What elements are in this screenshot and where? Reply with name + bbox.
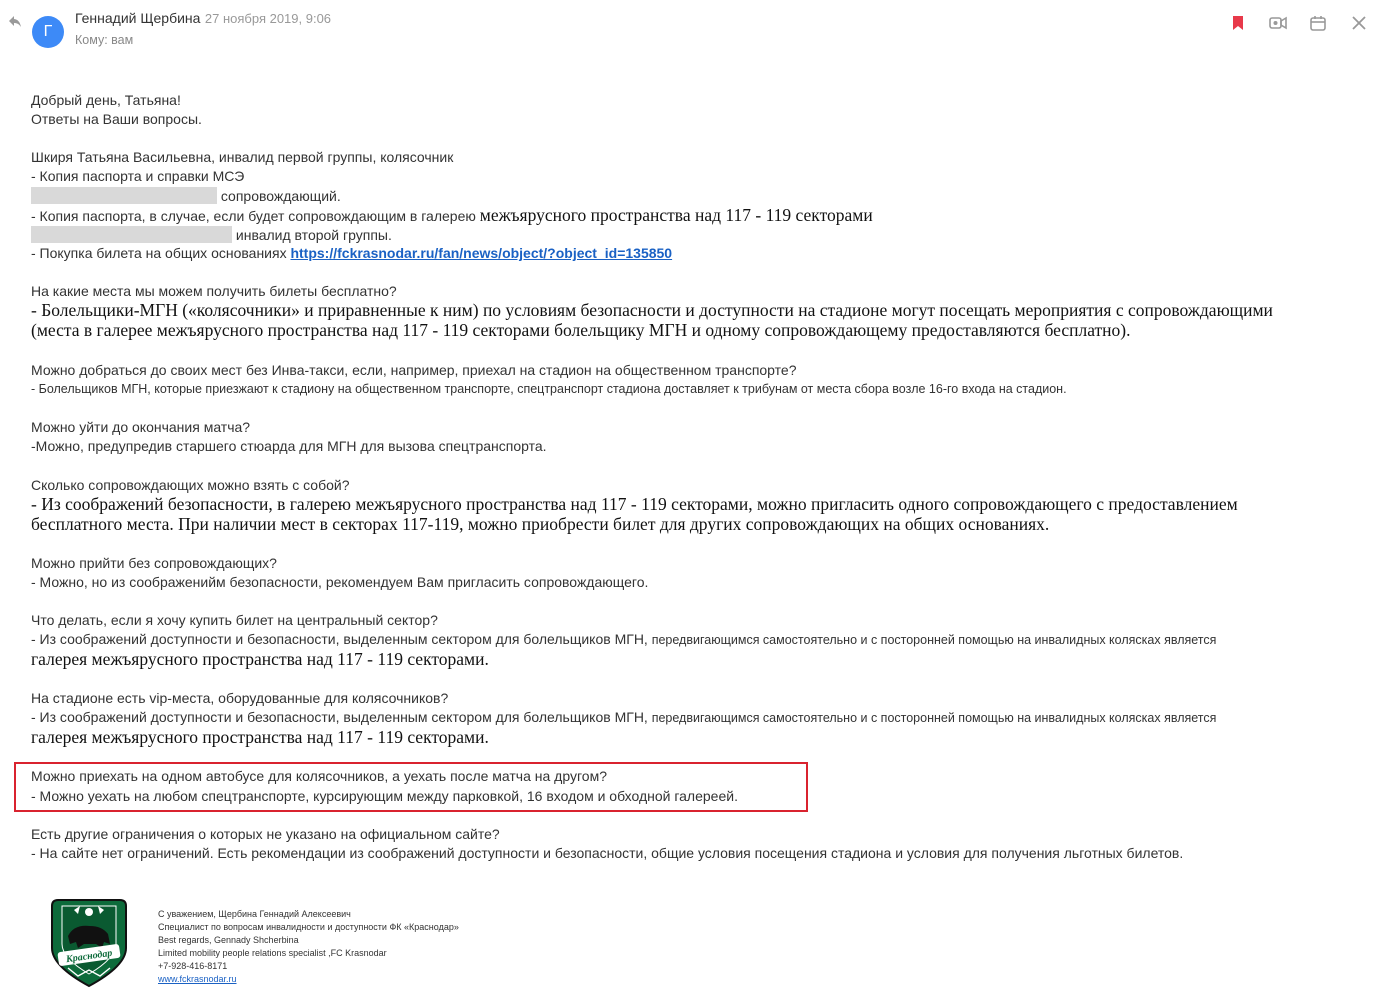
bookmark-icon[interactable] bbox=[1232, 15, 1244, 36]
question-6: Что делать, если я хочу купить билет на центральный сектор? bbox=[31, 612, 438, 628]
redacted-block bbox=[31, 226, 232, 243]
greeting: Добрый день, Татьяна! bbox=[31, 92, 181, 108]
signature-website-link[interactable]: www.fckrasnodar.ru bbox=[158, 974, 237, 984]
signature-line4: Limited mobility people relations specialist ,FC Krasnodar bbox=[158, 948, 387, 958]
ticket-line bbox=[31, 245, 672, 261]
answer-6-line1 bbox=[31, 631, 1216, 647]
answer-6-part1: - Из соображений доступности и безопасности, выделенным сектором для болельщиков МГН, bbox=[31, 631, 652, 647]
ticket-prefix: - Покупка билета на общих основаниях bbox=[31, 245, 291, 261]
answer-7-part2: передвигающимся самостоятельно и с посторонней помощью на инвалидных колясках является bbox=[651, 711, 1217, 725]
question-4: Сколько сопровождающих можно взять с собой? bbox=[31, 477, 350, 493]
answer-7-line1 bbox=[31, 709, 1216, 725]
answer-5: - Можно, но из соображенийм безопасности, рекомендуем Вам пригласить сопровождающего. bbox=[31, 574, 649, 590]
svg-text:Краснодар: Краснодар bbox=[65, 947, 114, 966]
intro: Ответы на Ваши вопросы. bbox=[31, 111, 202, 127]
message-date: 27 ноября 2019, 9:06 bbox=[204, 11, 332, 26]
companion-line bbox=[31, 187, 341, 204]
answer-7-line2: галерея межъярусного пространства над 117 - 119 секторами. bbox=[31, 727, 489, 747]
calendar-icon[interactable] bbox=[1310, 15, 1326, 36]
doc1-line: - Копия паспорта и справки МСЭ bbox=[31, 168, 245, 184]
signature-phone: +7-928-416-8171 bbox=[158, 961, 228, 971]
redacted-block bbox=[31, 187, 217, 204]
doc2-line bbox=[31, 205, 873, 226]
question-8: Можно приехать на одном автобусе для колясочников, а уехать после матча на другом? bbox=[31, 768, 607, 784]
doc2-serif: межъярусного пространства над 117 - 119 секторами bbox=[479, 205, 873, 225]
question-3: Можно уйти до окончания матча? bbox=[31, 419, 251, 435]
second-group-line bbox=[31, 226, 392, 243]
answer-2: - Болельщиков МГН, которые приезжают к стадиону на общественном транспорте, спецтранспорт стадиона доставляет к трибунам от места сбора возле 16-го входа на стадион. bbox=[31, 382, 1067, 396]
close-icon[interactable] bbox=[1352, 16, 1366, 35]
companion-text: сопровождающий. bbox=[220, 188, 341, 204]
fc-krasnodar-logo bbox=[44, 896, 134, 995]
answer-6-part2: передвигающимся самостоятельно и с посторонней помощью на инвалидных колясках является bbox=[651, 633, 1217, 647]
doc2-text: - Копия паспорта, в случае, если будет сопровождающим в галерею bbox=[31, 208, 480, 224]
second-group-text: инвалид второй группы. bbox=[235, 227, 392, 243]
answer-4-line2: бесплатного места. При наличии мест в секторах 117-119, можно приобрести билет для других сопровождающих на общих основаниях. bbox=[31, 514, 1050, 534]
person-line: Шкиря Татьяна Васильевна, инвалид первой группы, колясочник bbox=[31, 149, 454, 165]
question-7: На стадионе есть vip-места, оборудованные для колясочников? bbox=[31, 690, 449, 706]
answer-9: - На сайте нет ограничений. Есть рекомендации из соображений доступности и безопасности, общие условия посещения стадиона и условия для получения льготных билетов. bbox=[31, 845, 1184, 861]
video-icon[interactable] bbox=[1269, 16, 1287, 35]
answer-6-line2: галерея межъярусного пространства над 117 - 119 секторами. bbox=[31, 649, 489, 669]
answer-4-line1: - Из соображений безопасности, в галерею межъярусного пространства над 117 - 119 секторами, можно пригласить одного сопровождающего с предоставлением bbox=[31, 494, 1238, 514]
answer-1-line2: (места в галерее межъярусного пространства над 117 - 119 секторами болельщику МГН и одному сопровождающему предоставляются бесплатно). bbox=[31, 320, 1131, 340]
answer-7-part1: - Из соображений доступности и безопасности, выделенным сектором для болельщиков МГН, bbox=[31, 709, 652, 725]
ticket-link[interactable]: https://fckrasnodar.ru/fan/news/object/?object_id=135850 bbox=[290, 245, 673, 261]
sender-name[interactable]: Геннадий Щербина bbox=[75, 10, 201, 26]
question-2: Можно добраться до своих мест без Инва-такси, если, например, приехал на стадион на общественном транспорте? bbox=[31, 362, 797, 378]
avatar: Г bbox=[32, 16, 64, 48]
signature-line3: Best regards, Gennady Shcherbina bbox=[158, 935, 299, 945]
signature-line1: С уважением, Щербина Геннадий Алексеевич bbox=[158, 909, 351, 919]
sender-line bbox=[75, 10, 331, 28]
question-9: Есть другие ограничения о которых не указано на официальном сайте? bbox=[31, 826, 500, 842]
answer-3: -Можно, предупредив старшего стюарда для МГН для вызова спецтранспорта. bbox=[31, 438, 547, 454]
recipient-line: Кому: вам bbox=[75, 33, 134, 47]
answer-8: - Можно уехать на любом спецтранспорте, курсирующим между парковкой, 16 входом и обходной галереей. bbox=[31, 788, 738, 804]
question-1: На какие места мы можем получить билеты бесплатно? bbox=[31, 283, 397, 299]
question-5: Можно прийти без сопровождающих? bbox=[31, 555, 277, 571]
answer-1-line1: - Болельщики-МГН («колясочники» и приравненные к ним) по условиям безопасности и доступности на стадионе могут посещать мероприятия с сопровождающими bbox=[31, 300, 1273, 320]
signature-line2: Специалист по вопросам инвалидности и доступности ФК «Краснодар» bbox=[158, 922, 459, 932]
reply-icon[interactable] bbox=[8, 14, 22, 33]
